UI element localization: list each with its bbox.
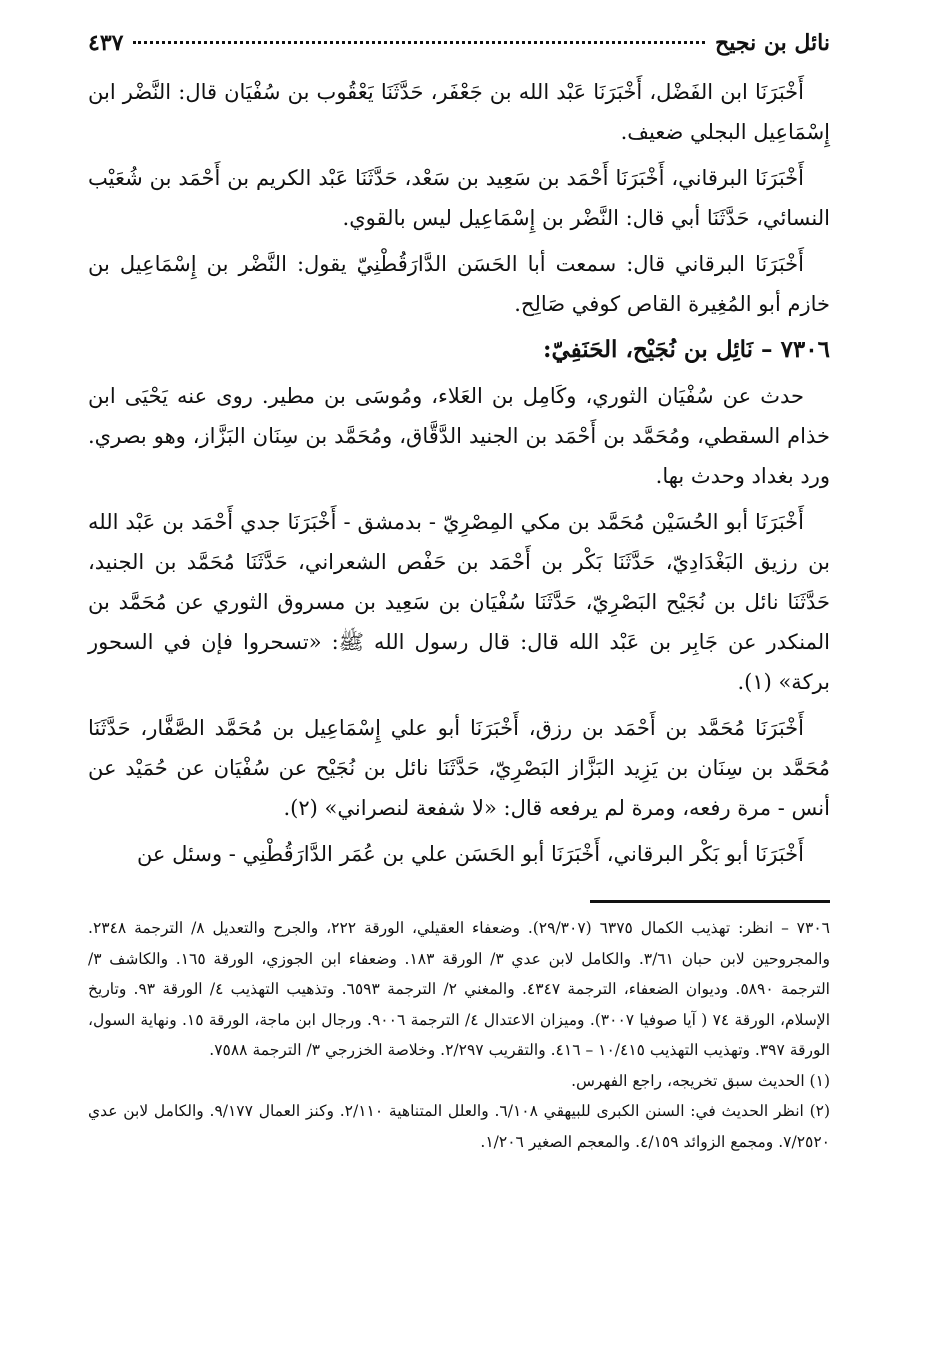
running-header [88, 30, 830, 72]
paragraph: أَخْبَرَنَا أبو الحُسَيْن مُحَمَّد بن مكي المِصْرِيّ - بدمشق - أَخْبَرَنَا جدي أَحْمَد بن عَبْد الله بن رزيق البَغْدَادِيّ، حَدَّثَنَا بَكْر بن أَحْمَد بن حَفْص الشعراني، حَدَّثَنَا مُحَمَّد بن الجنيد، حَدَّثَنَا نائل بن نُجَيْح البَصْرِيّ، حَدَّثَنَا سُفْيَان بن سَعِيد بن مسروق الثوري عن مُحَمَّد بن المنكدر عن جَابِر بن عَبْد الله قال: قال رسول الله ﷺ: «تسحروا فإن في السحور بركة» (١). [88, 510, 830, 694]
footnote: ٧٣٠٦ – انظر: تهذيب الكمال ٦٣٧٥ (٢٩/٣٠٧). وضعفاء العقيلي، الورقة ٢٢٢، والجرح والتعديل ٨/ الترجمة ٢٣٤٨. والمجروحين لابن حبان ٣/٦١. والكامل لابن عدي ٣/ الورقة ١٨٣. وضعفاء ابن الجوزي، الورقة ١٦٥. والكاشف ٣/ الترجمة ٥٨٩٠. وديوان الضعفاء، الترجمة ٤٣٤٧. والمغني ٢/ الترجمة ٦٥٩٣. وتذهيب التهذيب ٤/ الورقة ٩٣. وتاريخ الإسلام، الورقة ٧٤ ( آيا صوفيا ٣٠٠٧). وميزان الاعتدال ٤/ الترجمة ٩٠٠٦. ورجال ابن ماجة، الورقة ١٥. ونهاية السول، الورقة ٣٩٧. وتهذيب التهذيب ١٠/٤١٥ – ٤١٦. والتقريب ٢/٢٩٧. وخلاصة الخزرجي ٣/ الترجمة ٧٥٨٨. [88, 919, 831, 1059]
paragraph: حدث عن سُفْيَان الثوري، وكَامِل بن العَلاء، ومُوسَى بن مطير. روى عنه يَحْيَى ابن خذام السقطي، ومُحَمَّد بن أَحْمَد بن الجنيد الدَّقَّاق، ومُحَمَّد بن سِنَان البَزَّاز، وهو بصري. ورد بغداد وحدث بها. [88, 384, 830, 488]
footnote: (١) الحديث سبق تخريجه، راجع الفهرس. [571, 1071, 830, 1090]
paragraph: أَخْبَرَنَا البرقاني قال: سمعت أبا الحَسَن الدَّارَقُطْنِيّ يقول: النَّضْر بن إِسْمَاعِيل بن خازم أبو المُغِيرة القاص كوفي صَالِح. [88, 252, 830, 316]
paragraph: أَخْبَرَنَا مُحَمَّد بن أَحْمَد بن رزق، أَخْبَرَنَا أبو علي إِسْمَاعِيل بن مُحَمَّد الصَّفَّار، حَدَّثَنَا مُحَمَّد بن سِنَان بن يَزِيد البَزَّاز البَصْرِيّ، حَدَّثَنَا نائل بن نُجَيْح عن سُفْيَان عن حُمَيْد عن أنس - مرة رفعه، ومرة لم يرفعه قال: «لا شفعة لنصراني» (٢). [88, 716, 830, 820]
book-page [88, 30, 830, 1340]
paragraph: أَخْبَرَنَا ابن الفَضْل، أَخْبَرَنَا عَبْد الله بن جَعْفَر، حَدَّثَنَا يَعْقُوب بن سُفْيَان قال: النَّضْر ابن إِسْمَاعِيل البجلي ضعيف. [88, 80, 830, 144]
page-number: ٤٣٧ [88, 30, 124, 56]
entry-heading: ٧٣٠٦ – نَائِل بن نُجَيْح، الحَنَفِيّ: [542, 336, 830, 363]
paragraph: أَخْبَرَنَا أبو بَكْر البرقاني، أَخْبَرَنَا أبو الحَسَن علي بن عُمَر الدَّارَقُطْنِي - وسئل عن [136, 842, 804, 866]
running-title: نائل بن نجيح [715, 30, 830, 56]
footnotes [88, 913, 830, 1157]
paragraph: أَخْبَرَنَا البرقاني، أَخْبَرَنَا أَحْمَد بن سَعِيد بن سَعْد، حَدَّثَنَا عَبْد الكريم بن أَحْمَد بن شُعَيْب النسائي، حَدَّثَنَا أبي قال: النَّضْر بن إِسْمَاعِيل ليس بالقوي. [88, 166, 830, 230]
footnote: (٢) انظر الحديث في: السنن الكبرى للبيهقي ٦/١٠٨. والعلل المتناهية ٢/١١٠. وكنز العمال ٩/١٧٧. والكامل لابن عدي ٧/٢٥٢٠. ومجمع الزوائد ٤/١٥٩. والمعجم الصغير ١/٢٠٦. [88, 1102, 831, 1151]
header-dot-leader [133, 41, 705, 44]
main-text [88, 72, 830, 874]
footnote-separator [590, 900, 830, 903]
